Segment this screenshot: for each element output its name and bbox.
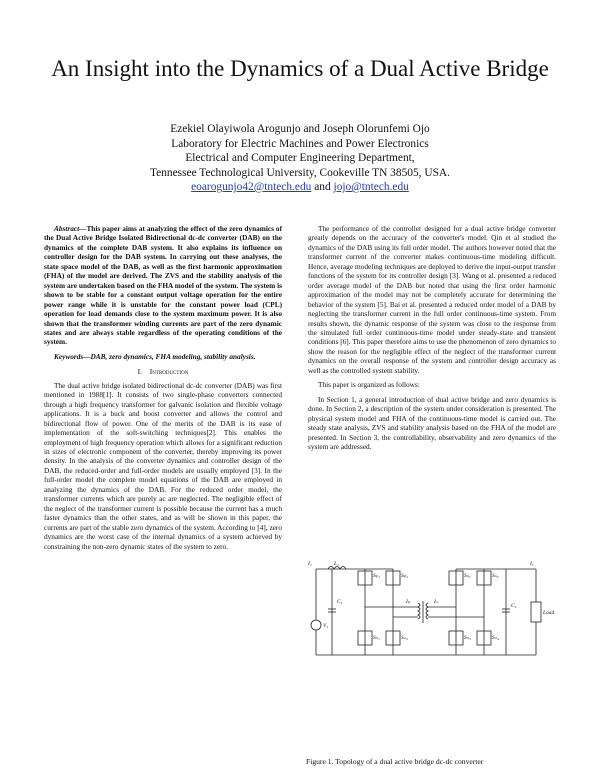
label-ip: Iₚ — [406, 599, 411, 605]
email-link-1[interactable]: eoarogunjo42@tntech.edu — [191, 181, 312, 193]
label-sp2: Sₚ₂ — [401, 573, 409, 579]
right-paragraph-1: The performance of the controller designed for a dual active bridge converter greatly depends on the accuracy of the converter's model. Qin et al studied the dynamics of the DAB using its full order model. The authors however noted that the transformer current of the converter makes continuous-time modeling difficult. Hence, average modeling techniques are deployed to derive the input-output transfer functions of the system for its controller design [3]. Wang et al. presented a reduced order average model of the DAB but noted that using the first order harmonic approximation of the model may not be completely accurate for determining the behavior of the system [5]. Bai et al. presented a reduced order model of a DAB by neglecting the transformer current in the full order continuous-time system. From results shown, the dynamic response of the system was close to the response from the simulated full order continuous-time model under steady-state and transient conditions [6]. This paper therefore aims to use the phenomenon of zero dynamics to show the reason for the negligible effect of the neglect of the transformer current dynamics on the overall response of the system and controller design accuracy as well as the controlled system stability. — [308, 224, 556, 375]
author-university: Tennessee Technological University, Cookeville TN 38505, USA. — [150, 166, 450, 179]
transformer-primary — [418, 603, 420, 619]
right-paragraph-3: In Section 1, a general introduction of dual active bridge and zero dynamics is done. In Section 2, a description of the system under consideration is presented. The physical system model and FHA of the continuous-time model is carried out. The steady state analysis, ZVS and stability analysis based on the FHA of the model are presented. In Section 3, the controllability, observability and zero dynamics of the system are addressed. — [308, 394, 556, 451]
author-block — [60, 122, 540, 195]
keywords: Keywords—DAB, zero dynamics, FHA modeling, stability analysis. — [54, 351, 256, 361]
author-names: Ezekiel Olayiwola Arogunjo and Joseph Olorunfemi Ojo — [170, 123, 430, 135]
abstract-label: Abstract — [54, 224, 80, 233]
abstract: Abstract—This paper aims at analyzing the effect of the zero dynamics of the Dual Active Bridge Isolated Bidirectional dc-dc converter (DAB) on the dynamics of the complete DAB system. It also explains its influence on controller design for the DAB system. In carrying out these analyses, the state space model of the DAB, as well as the first harmonic approximation (FHA) of the model are derived. The ZVS and the stability analysis of the system are undertaken based on the FHA model of the system. The system is shown to be stable for a constant output voltage operation for the entire power range while it is unstable for the constant power load (CPL) operation for load demands close to the system maximum power. It is also shown that the transformer winding currents are part of the zero dynamic states and are always stable regardless of the operating conditions of the system. — [44, 224, 282, 347]
section-title: Introduction — [149, 367, 189, 377]
label-sn3: Sₙ₃ — [464, 635, 471, 641]
intro-paragraph: The dual active bridge isolated bidirectional dc-dc converter (DAB) was first mentioned in 1988[1]. It consists of two single-phase converters connected through a high frequency transformer for galvanic isolation and flexible voltage applications. It is a buck and boost converter and allows the control and bidirectional flow of power. One of the merits of the DAB is its ease of implementation of the soft-switching techniques[2]. This enables the employment of high frequency operation which allows for a significant reduction in sizes of electronic component of the converter, thereby improving its power density. In the analysis of the converter dynamics and controller design of the DAB, the reduced-order and full-order models are usually employed [3]. In the full-order model the complete model equations of the DAB are employed in analyzing the dynamics of the DAB. For the reduced order model, the transformer currents which are purely ac are neglected. The negligible effect of the neglect of the transformer current is possible because the current has a much faster dynamics than the other states, and as will be shown in this paper, the currents are part of the stable zero dynamics of the system. According to [4], zero dynamics are the worst case of the internal dynamics of a system achieved by constraining the non-zero dynamic states of the system to zero. — [44, 380, 282, 551]
author-emails — [60, 180, 540, 195]
right-column — [308, 224, 556, 456]
transformer-secondary — [426, 603, 428, 619]
label-ss1: Sₛ₁ — [464, 573, 471, 579]
load-resistor — [531, 602, 541, 622]
left-column — [44, 224, 282, 556]
right-paragraph-2: This paper is organized as follows: — [318, 380, 420, 390]
dab-topology-figure — [306, 557, 558, 667]
paper-title: An Insight into the Dynamics of a Dual Active Bridge — [51, 56, 549, 81]
label-c1: C₁ — [337, 599, 343, 605]
label-sp1: Sₚ₁ — [373, 573, 381, 579]
author-department: Electrical and Computer Engineering Department, — [185, 152, 415, 164]
abstract-text: This paper aims at analyzing the effect of the zero dynamics of the Dual Active Bridge Isolated Bidirectional dc-dc converter (DAB) on the dynamics of the complete DAB system. It also explains its influence on controller design for the DAB system. In carrying out these analyses, the state space model of the DAB, as well as the first harmonic approximation (FHA) of the model are derived. The ZVS and the stability analysis of the system are undertaken based on the FHA model of the system. The system is shown to be stable for a constant output voltage operation for the entire power range while it is unstable for the constant power load (CPL) operation for load demands close to the system maximum power. It is also shown that the transformer winding currents are part of the zero dynamic states and are always stable regardless of the operating conditions of the system. — [44, 224, 282, 347]
label-sn1: Sₙ₁ — [373, 635, 380, 641]
email-link-2[interactable]: jojo@tntech.edu — [333, 181, 409, 193]
source-v1 — [311, 620, 321, 630]
label-sn4: Sₙ₄ — [492, 635, 499, 641]
label-load: Load — [543, 610, 555, 616]
section-number: I. — [137, 367, 143, 377]
label-is: Iₛ — [434, 599, 438, 605]
label-l1: L₁ — [334, 561, 339, 567]
label-io: Iₒ — [530, 561, 534, 567]
label-i1: I₁ — [308, 561, 312, 567]
label-c2: C₂ — [511, 603, 517, 609]
label-v1: V₁ — [323, 623, 329, 629]
label-sn2: Sₙ₂ — [401, 635, 408, 641]
figure-caption: Figure 1. Topology of a dual active bridge dc-dc converter — [306, 757, 484, 766]
author-lab: Laboratory for Electric Machines and Power Electronics — [171, 137, 429, 150]
email-and: and — [314, 181, 331, 193]
section-heading-introduction — [44, 367, 282, 376]
label-ss2: Sₛ₂ — [492, 573, 499, 579]
